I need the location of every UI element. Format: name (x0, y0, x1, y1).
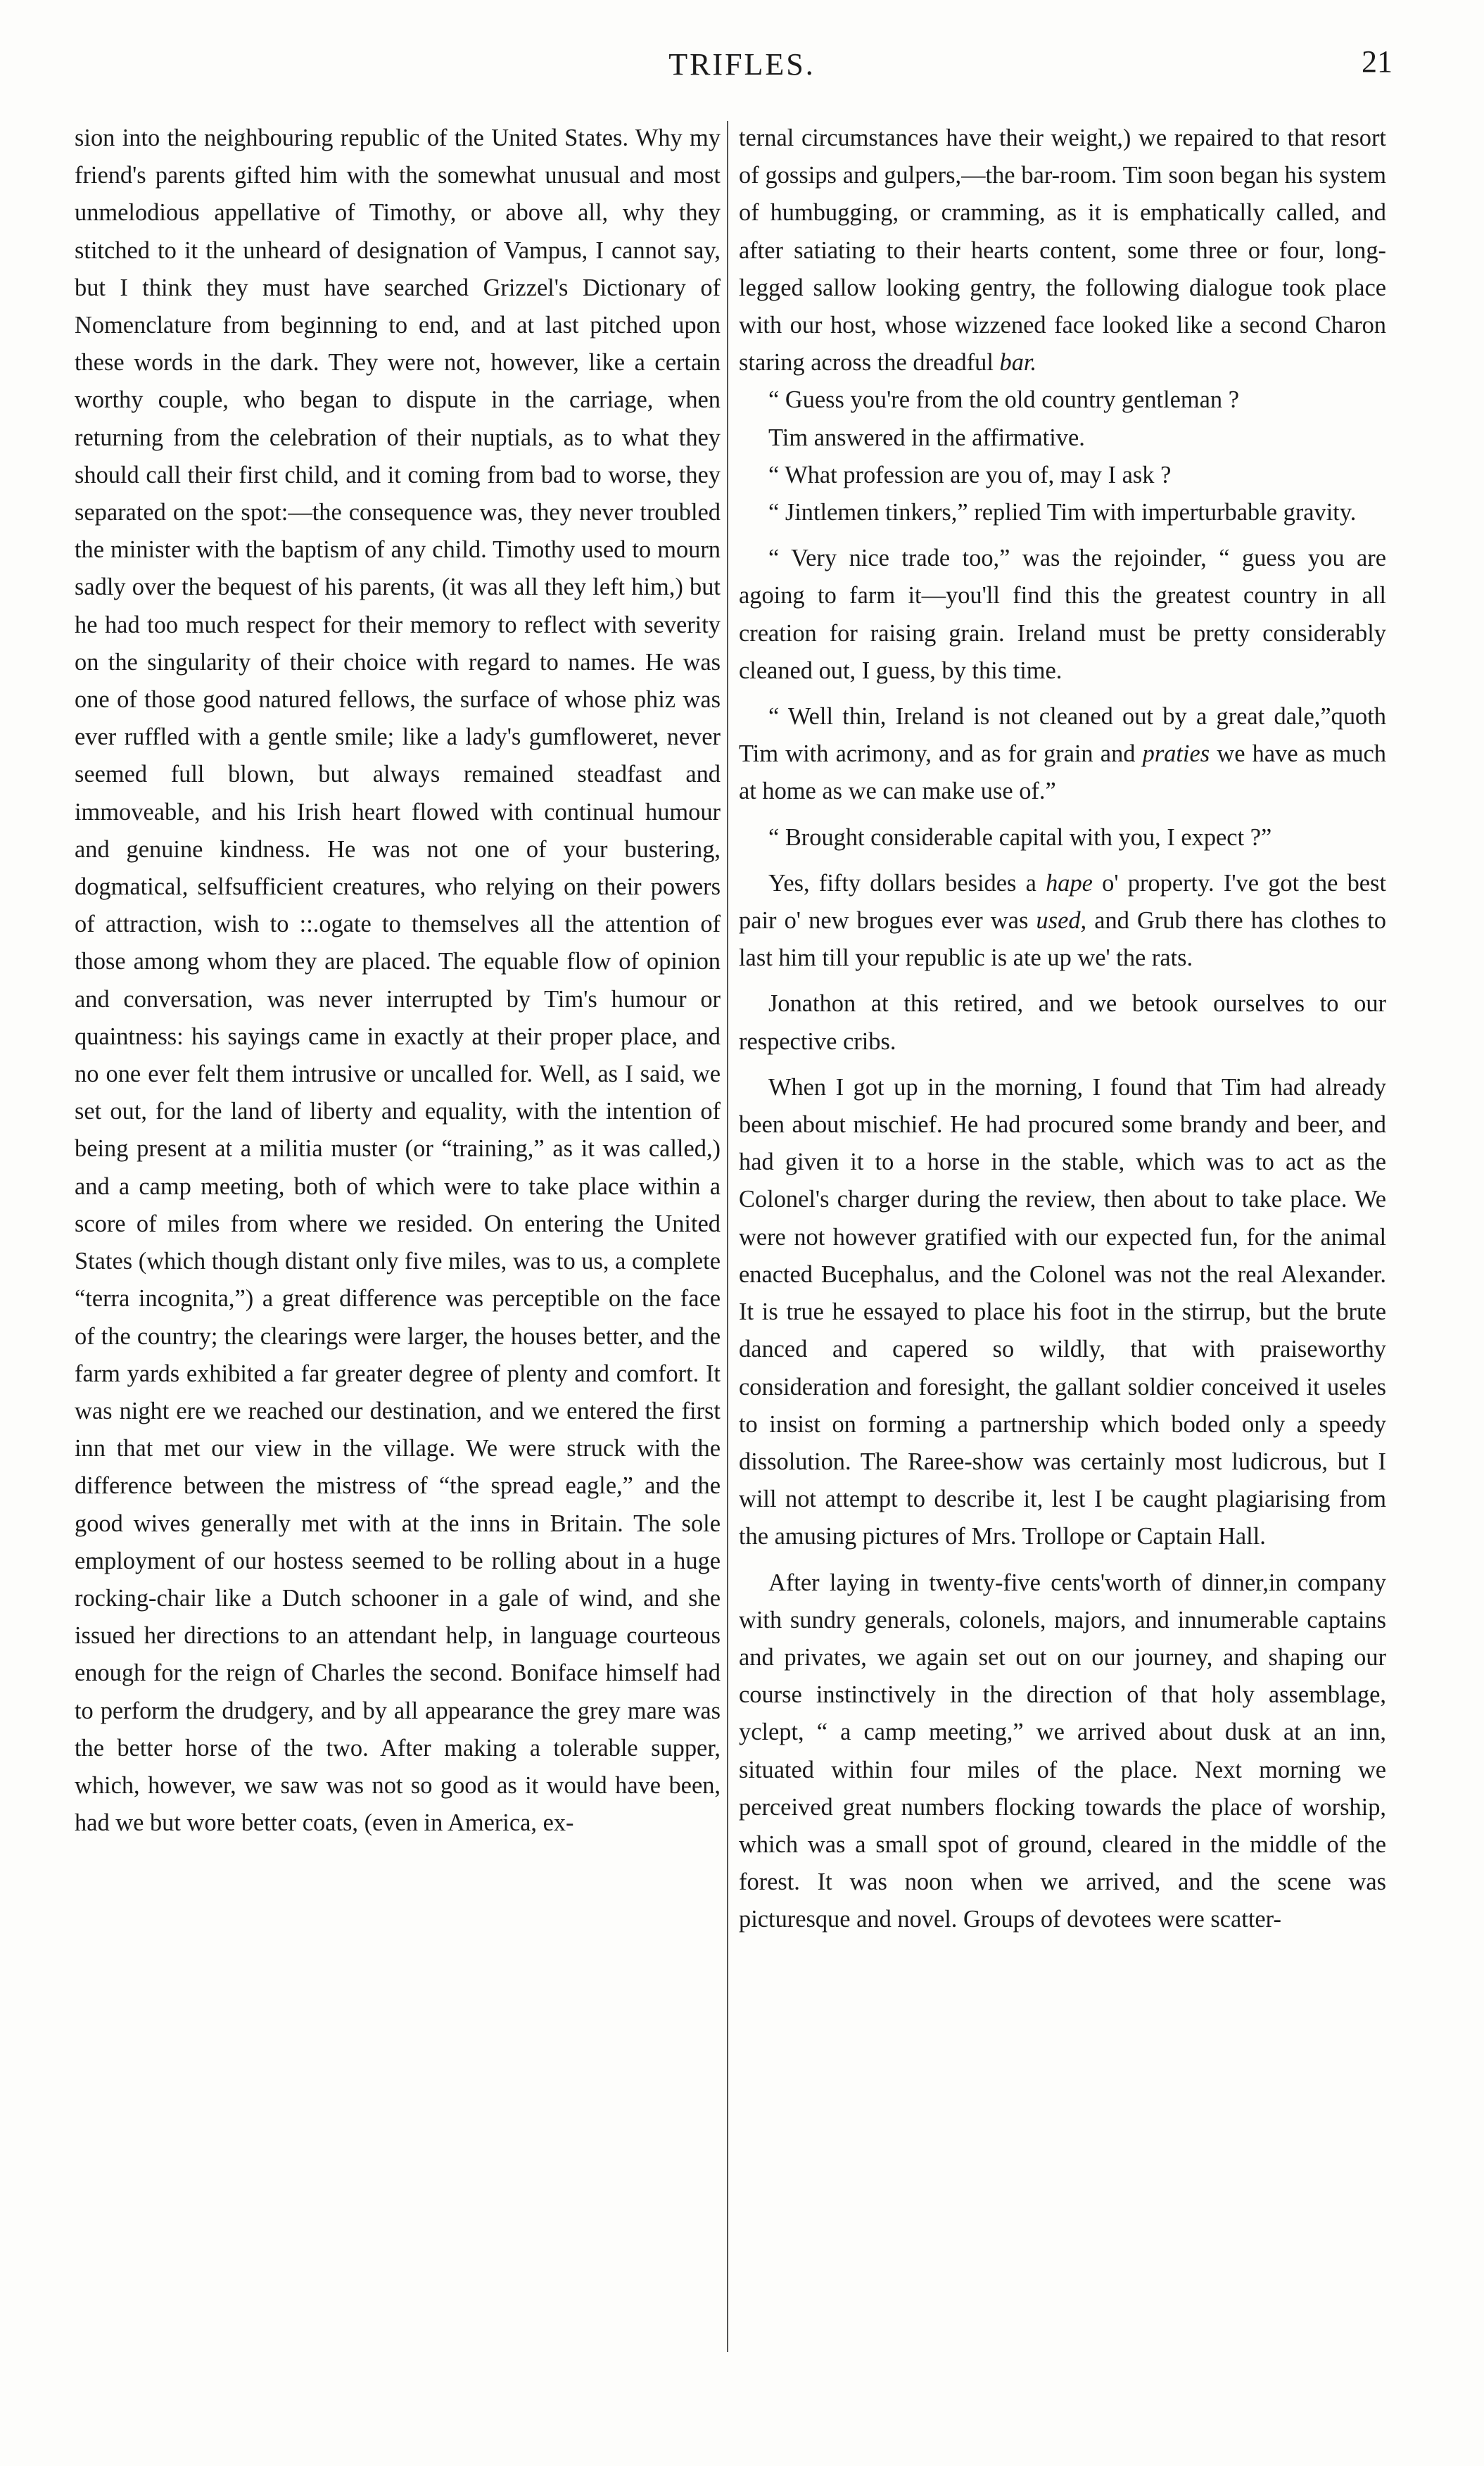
right-column (739, 120, 1386, 1939)
italic-hape: hape (1046, 869, 1093, 897)
dialogue-capital: “ Brought considerable capital with you, I expect ?” (768, 823, 1272, 851)
right-paragraph-1 (739, 120, 1386, 381)
dialogue-affirmative: Tim answered in the affirmative. (768, 424, 1085, 451)
dialogue-ireland (739, 698, 1386, 811)
dialogue-guess: “ Guess you're from the old country gentleman ? (768, 386, 1239, 414)
dialogue-ireland-a: “ Well thin, Ireland is not cleaned out by a great dale,”quoth Tim with acrimony, and as for grain and (739, 703, 1386, 768)
dialogue-ireland-b: we have as much at home as we can make use of.” (739, 740, 1386, 805)
paragraph-morning: When I got up in the morning, I found that Tim had already been about mischief. He had procured some brandy and beer, and had given it to a horse in the stable, which was to act as the Colonel's charger during the review, then about to take place. We were not however gratified with our expected fun, for the animal enacted Bucephalus, and the Colonel was not the real Alexander. It is true he essayed to place his foot in the stirrup, but the brute danced and capered so wildly, that with praiseworthy consideration and foresight, the gallant soldier conceived it useles to insist on forming a partnership which boded only a speedy dissolution. The Raree-show was certainly most ludicrous, but I will not attempt to describe it, lest I be caught plagiarising from the amusing pictures of Mrs. Trollope or Captain Hall. (739, 1073, 1386, 1550)
dialogue-dollars-b: o' property. I've got the best pair o' new brogues ever was (739, 869, 1386, 935)
column-divider (727, 121, 728, 2352)
page-title: TRIFLES. (668, 47, 816, 82)
dialogue-dollars-a: Yes, fifty dollars besides a (768, 869, 1046, 897)
right-paragraph-1-text: ternal circumstances have their weight,) we repaired to that resort of gossips and gulpers,—the bar-room. Tim soon began his system of humbugging, or cramming, as it is emphatically called, and after satiating to their hearts content, some three or four, long-legged sallow looking gentry, the following dialogue took place with our host, whose wizzened face looked like a second Charon staring across the dreadful (739, 125, 1386, 377)
running-head (0, 41, 1484, 83)
italic-bar: bar. (999, 349, 1037, 377)
italic-praties: praties (1142, 740, 1210, 768)
dialogue-profession: “ What profession are you of, may I ask ? (768, 461, 1172, 488)
dialogue-dollars-c: and Grub there has clothes to last him till your republic is ate up we' the rats. (739, 907, 1387, 972)
left-paragraph: sion into the neighbouring republic of the United States. Why my friend's parents gifted him with the somewhat unusual and most unmelodious appellative of Timothy, or above all, why they stitched to it the unheard of designation of Vampus, I cannot say, but I think they must have searched Grizzel's Dictionary of Nomenclature from beginning to end, and at last pitched upon these words in the dark. They were not, however, like a certain worthy couple, who began to dispute in the carriage, when returning from the celebration of their nuptials, as to what they should call their first child, and it coming from bad to worse, they separated on the spot:—the consequence was, they never troubled the minister with the baptism of any child. Timothy used to mourn sadly over the bequest of his parents, (it was all they left him,) but he had too much respect for their memory to reflect with severity on the singularity of their choice with regard to names. He was one of those good natured fellows, the surface of whose phiz was ever ruffled with a gentle smile; like a lady's gumfloweret, never seemed full blown, but always remained steadfast and immoveable, and his Irish heart flowed with continual humour and genuine kindness. He was not one of your bustering, dogmatical, selfsufficient creatures, who relying on their powers of attraction, wish to ::.ogate to themselves all the attention of those among whom they are placed. The equable flow of opinion and conversation, was never interrupted by Tim's humour or quaintness: his sayings came in exactly at their proper place, and no one ever felt them intrusive or uncalled for. Well, as I said, we set out, for the land of liberty and equality, with the intention of being present at a militia muster (or “training,” as it was called,) and a camp meeting, both of which were to take place within a score of miles from where we resided. On entering the United States (which though distant only five miles, was to us, a complete “terra incognita,”) a great difference was perceptible on the face of the country; the clearings were larger, the houses better, and the farm yards exhibited a far greater degree of plenty and comfort. It was night ere we reached our destination, and we entered the first inn that met our view in the village. We were struck with the difference between the mistress of “the spread eagle,” and the good wives generally met with at the inns in Britain. The sole employment of our hostess seemed to be rolling about in a huge rocking-chair like a Dutch schooner in a gale of wind, and she issued her directions to an attendant help, in language courteous enough for the reign of Charles the second. Boniface himself had to perform the drudgery, and by all appearance the grey mare was the better horse of the two. After making a tolerable supper, which, however, we saw was not so good as it would have been, had we but wore better coats, (even in America, ex- (75, 125, 721, 1837)
page-number: 21 (1362, 44, 1393, 79)
paragraph-jonathon: Jonathon at this retired, and we betook ourselves to our respective cribs. (739, 990, 1386, 1055)
dialogue-trade: “ Very nice trade too,” was the rejoinder, “ guess you are agoing to farm it—you'll find this the greatest country in all creation for raising grain. Ireland must be pretty considerably cleaned out, I guess, by this time. (739, 545, 1386, 684)
dialogue-tinkers: “ Jintlemen tinkers,” replied Tim with imperturbable gravity. (768, 499, 1357, 526)
paragraph-dinner: After laying in twenty-five cents'worth of dinner,in company with sundry generals, colonels, majors, and innumerable captains and privates, we again set out on our journey, and shaping our course instinctively in the direction of that holy assemblage, yclept, “ a camp meeting,” we arrived about dusk at an inn, situated within four miles of the place. Next morning we perceived great numbers flocking towards the place of worship, which was a small spot of ground, cleared in the middle of the forest. It was noon when we arrived, and the scene was picturesque and novel. Groups of devotees were scatter- (739, 1569, 1386, 1933)
dialogue-dollars (739, 865, 1386, 978)
left-column (75, 120, 721, 1842)
italic-used: used, (1036, 907, 1087, 935)
